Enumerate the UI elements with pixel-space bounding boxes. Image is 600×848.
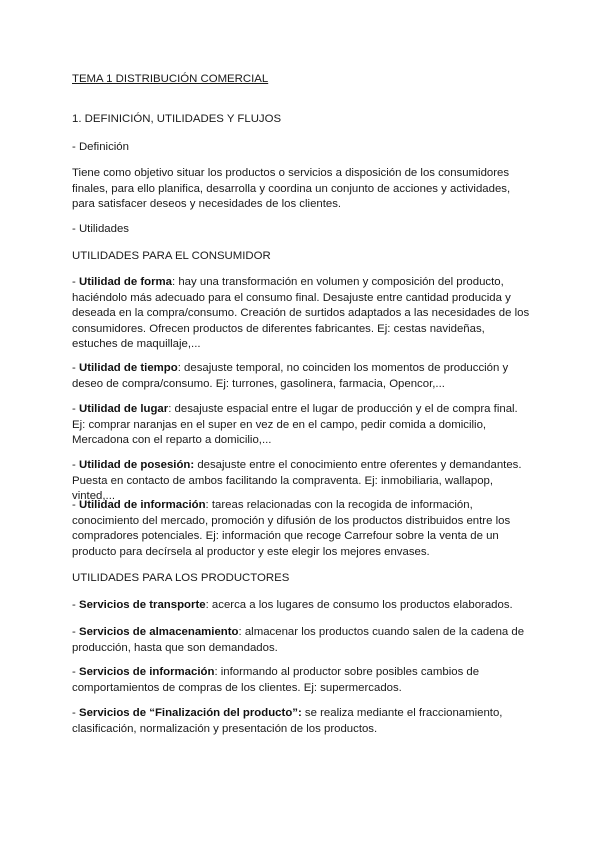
item-term: Utilidad de posesión: <box>78 459 195 471</box>
item-text: : informando al productor sobre posibles cambios de comportamientos de compras de los clientes. Ej: supermercados. <box>72 666 480 694</box>
list-item: - Servicios de “Finalización del producto”: se realiza mediante el fraccionamiento, clasificación, normalización y presentación de los productos. <box>72 707 503 735</box>
list-item: - Servicios de transporte: acerca a los lugares de consumo los productos elaborados. <box>72 599 513 611</box>
list-item: - Servicios de almacenamiento: almacenar los productos cuando salen de la cadena de producción, hasta que son demandados. <box>72 626 525 654</box>
item-text: : desajuste espacial entre el lugar de producción y el de compra final. Ej: comprar naranjas en el super en vez de en el campo, pedir comida a domicilio, Mercadona con el reparto a domicilio,... <box>72 403 518 446</box>
productores-heading: UTILIDADES PARA LOS PRODUCTORES <box>72 572 290 584</box>
list-item: - Utilidad de lugar: desajuste espacial entre el lugar de producción y el de compra final. Ej: comprar naranjas en el super en vez de en el campo, pedir comida a domicilio, Mercadona con el reparto a domicilio,... <box>72 403 518 446</box>
item-term: Servicios de información <box>78 666 215 678</box>
item-term: Utilidad de tiempo <box>78 362 178 374</box>
list-item: - Utilidad de tiempo: desajuste temporal, no coinciden los momentos de producción y deseo de compra/consumo. Ej: turrones, gasolinera, farmacia, Opencor,... <box>72 362 509 390</box>
item-text: : desajuste temporal, no coinciden los momentos de producción y deseo de compra/consumo. Ej: turrones, gasolinera, farmacia, Opencor,... <box>72 362 509 390</box>
item-text: : tareas relacionadas con la recogida de información, conocimiento del mercado, promoción y difusión de los productos distribuidos entre los compradores potenciales. Ej: información que recoge Carrefour sobre la venta de un producto para decírsela al productor y este elegir los mejores envases. <box>72 499 511 558</box>
list-item: - Utilidad de forma: hay una transformación en volumen y composición del producto, haciéndolo más adecuado para el consumo final. Desajuste entre cantidad producida y deseada en la compra/consumo. Creación de surtidos adaptados a las necesidades de los consumidores. Ofrecen productos de diferentes fabricantes. Ej: cestas navideñas, estuches de maquillaje,... <box>72 276 530 350</box>
item-term: Utilidad de forma <box>78 276 173 288</box>
consumidor-heading: UTILIDADES PARA EL CONSUMIDOR <box>72 250 271 262</box>
item-text: : acerca a los lugares de consumo los productos elaborados. <box>205 599 513 611</box>
list-item: - Utilidad de posesión: desajuste entre el conocimiento entre oferentes y demandantes. Puesta en contacto de ambos facilitando la compraventa. Ej: inmobiliaria, wallapop, vinted,... <box>72 459 522 502</box>
item-text: se realiza mediante el fraccionamiento, clasificación, normalización y presentación de los productos. <box>72 707 503 735</box>
list-item: - Utilidad de información: tareas relacionadas con la recogida de información, conocimiento del mercado, promoción y difusión de los productos distribuidos entre los compradores potenciales. Ej: información que recoge Carrefour sobre la venta de un producto para decírsela al productor y este elegir los mejores envases. <box>72 499 511 558</box>
item-term: Utilidad de información <box>78 499 206 511</box>
definicion-paragraph: Tiene como objetivo situar los productos o servicios a disposición de los consumidores finales, para ello planifica, desarrolla y coordina un conjunto de acciones y actividades, para satisfacer deseos y necesidades de los clientes. <box>72 167 511 210</box>
item-text: desajuste entre el conocimiento entre oferentes y demandantes. Puesta en contacto de ambos facilitando la compraventa. Ej: inmobiliaria, wallapop, vinted,... <box>72 459 522 502</box>
utilidades-label: - Utilidades <box>72 223 129 235</box>
list-item: - Servicios de información: informando al productor sobre posibles cambios de comportamientos de compras de los clientes. Ej: supermercados. <box>72 666 480 694</box>
item-term: Servicios de almacenamiento <box>78 626 239 638</box>
item-text: : hay una transformación en volumen y composición del producto, haciéndolo más adecuado para el consumo final. Desajuste entre cantidad producida y deseada en la compra/consumo. Creación de surtidos adaptados a las necesidades de los consumidores. Ofrecen productos de diferentes fabricantes. Ej: cestas navideñas, estuches de maquillaje,... <box>72 276 530 350</box>
item-text: : almacenar los productos cuando salen de la cadena de producción, hasta que son demandados. <box>72 626 525 654</box>
definicion-label: - Definición <box>72 141 129 153</box>
item-term: Servicios de “Finalización del producto”: <box>78 707 302 719</box>
section-heading: 1. DEFINICIÓN, UTILIDADES Y FLUJOS <box>72 113 282 125</box>
item-term: Servicios de transporte <box>78 599 206 611</box>
page-title: TEMA 1 DISTRIBUCIÓN COMERCIAL <box>72 73 269 85</box>
item-term: Utilidad de lugar <box>78 403 169 415</box>
